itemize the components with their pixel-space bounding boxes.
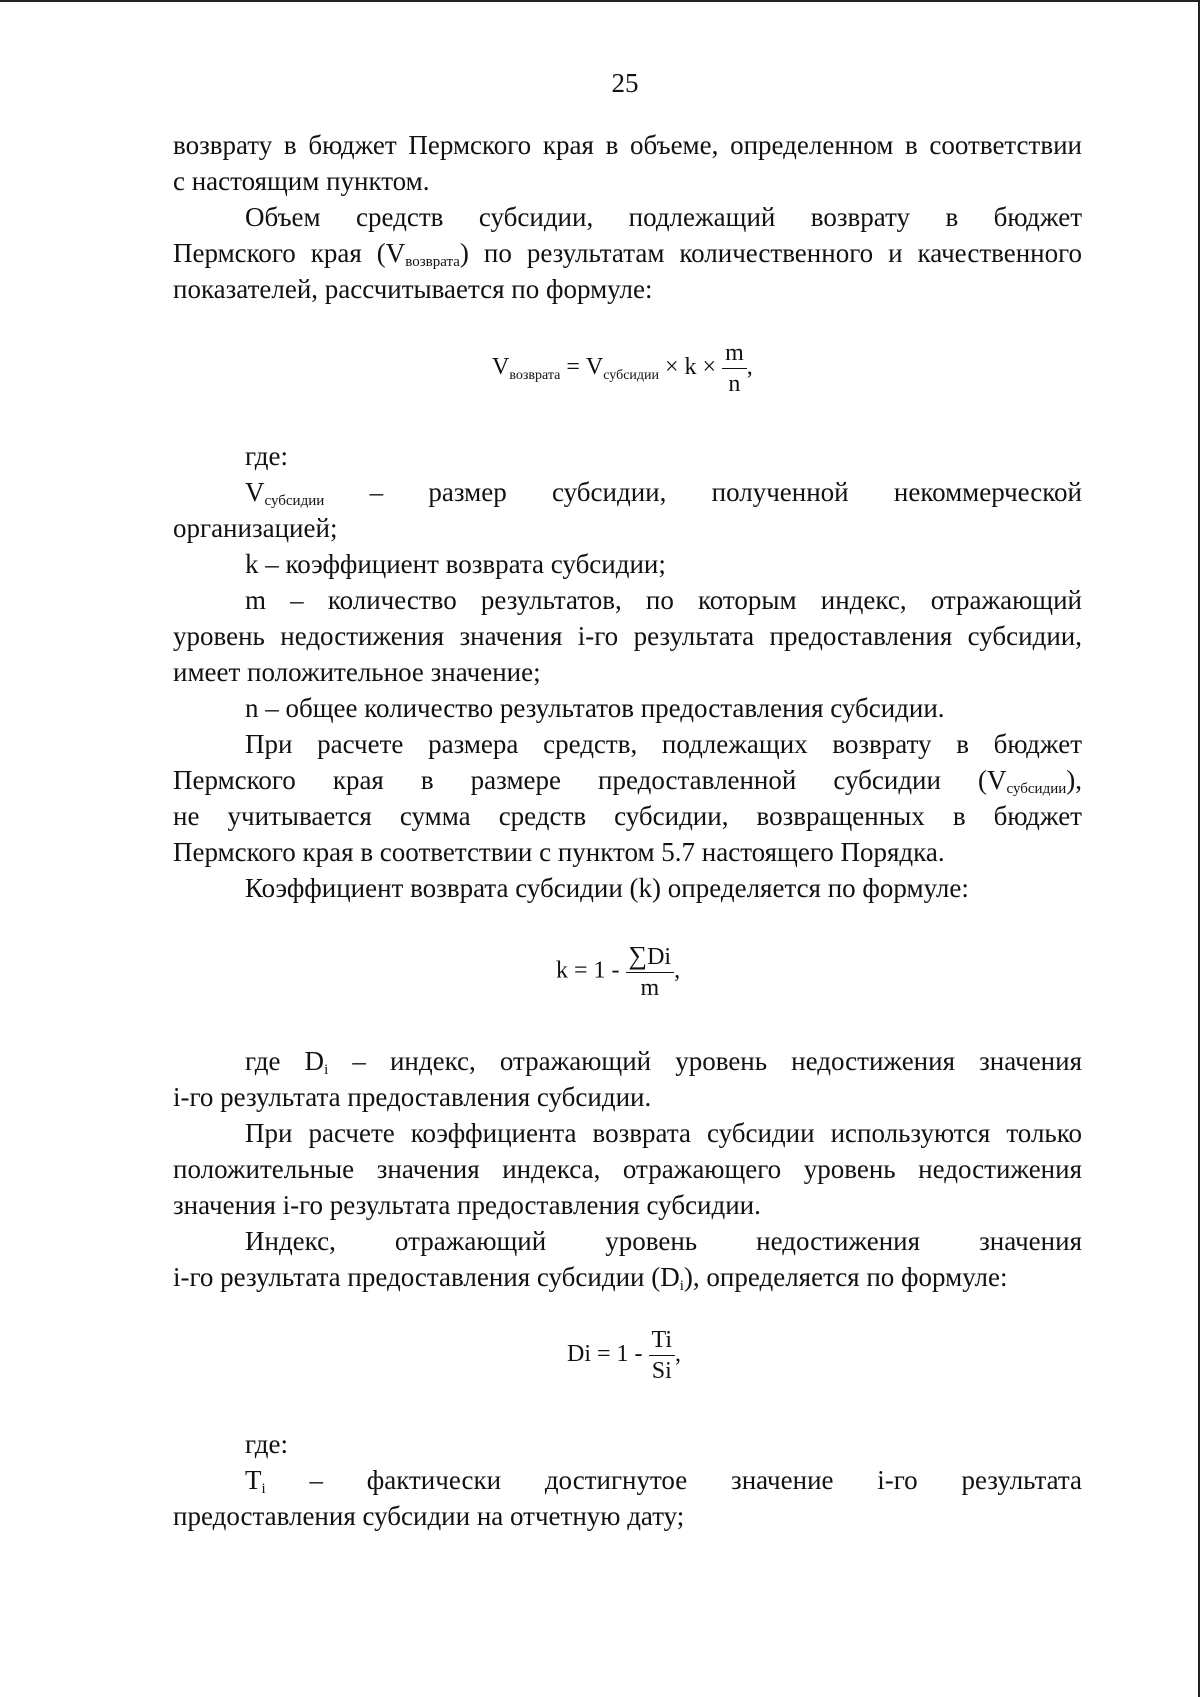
page-top-border bbox=[0, 0, 1200, 2]
f1-lhs-sub: возврата bbox=[509, 368, 561, 384]
f1-fraction bbox=[722, 338, 747, 399]
p6-line2: положительные значения индекса, отражающего уровень недостижения bbox=[173, 1154, 1082, 1184]
p6-line1: При расчете коэффициента возврата субсидии используются только bbox=[245, 1118, 1082, 1148]
m-line2: уровень недостижения значения i-го результата предоставления субсидии, bbox=[173, 621, 1082, 651]
vsub-v: V bbox=[245, 477, 265, 507]
f1-eq: = V bbox=[560, 354, 604, 381]
formula-di bbox=[567, 1325, 681, 1386]
p3-line4: Пермского края в соответствии с пунктом 5.7 настоящего Порядка. bbox=[173, 837, 945, 867]
f1-rhs-sub: субсидии bbox=[603, 368, 660, 384]
p5-line1-a: где D bbox=[245, 1046, 325, 1076]
p2-line2 bbox=[173, 235, 1082, 271]
f3-lhs: Di = 1 - bbox=[567, 1341, 649, 1368]
p3-line1: При расчете размера средств, подлежащих возврату в бюджет bbox=[245, 729, 1082, 759]
gde-1: где: bbox=[245, 441, 288, 471]
f3-denominator: Si bbox=[651, 1358, 672, 1384]
p3-line2-b: ), bbox=[1066, 765, 1082, 795]
f2-numerator bbox=[626, 941, 675, 973]
f3-tail: , bbox=[675, 1341, 682, 1368]
p3-line2-a: Пермского края в размере предоставленной субсидии (V bbox=[173, 765, 1007, 795]
p1-line1: возврату в бюджет Пермского края в объеме, определенном в соответствии bbox=[173, 130, 1082, 160]
p5-line1 bbox=[173, 1043, 1082, 1079]
t-line1-a: T bbox=[245, 1465, 262, 1495]
m-line3: имеет положительное значение; bbox=[173, 657, 541, 687]
p7-line2-b: ), определяется по формуле: bbox=[683, 1262, 1008, 1292]
f2-lhs: k = 1 - bbox=[556, 957, 626, 984]
p2-line2-b: ) по результатам количественного и качественного bbox=[459, 238, 1082, 268]
k-definition: k – коэффициент возврата субсидии; bbox=[245, 549, 666, 579]
p3-line3: не учитывается сумма средств субсидии, возвращенных в бюджет bbox=[173, 801, 1082, 831]
p7-line1: Индекс, отражающий уровень недостижения значения bbox=[245, 1226, 1082, 1256]
text-block-intro bbox=[173, 127, 1082, 307]
gde-2: где: bbox=[245, 1429, 288, 1459]
p1-line2: с настоящим пунктом. bbox=[173, 166, 430, 196]
f1-tail: , bbox=[746, 354, 753, 381]
f3-numerator: Ti bbox=[649, 1325, 675, 1356]
vsub-line2: организацией; bbox=[173, 513, 338, 543]
t-line1-b: – фактически достигнутое значение i-го результата bbox=[265, 1465, 1082, 1495]
vsub-line1 bbox=[173, 474, 1082, 510]
page-number: 25 bbox=[611, 68, 639, 98]
p7-line2-a: i-го результата предоставления субсидии (D bbox=[173, 1262, 680, 1292]
text-block-index bbox=[173, 1043, 1082, 1295]
f1-numerator: m bbox=[722, 338, 747, 369]
t-line2: предоставления субсидии на отчетную дату; bbox=[173, 1501, 685, 1531]
p4-line: Коэффициент возврата субсидии (k) определяется по формуле: bbox=[245, 873, 969, 903]
f1-mult: × k × bbox=[659, 354, 723, 381]
text-block-definitions bbox=[173, 438, 1082, 906]
p5-line2: i-го результата предоставления субсидии. bbox=[173, 1082, 652, 1112]
f1-lhs: V bbox=[492, 354, 510, 381]
sum-symbol: ∑ bbox=[628, 941, 648, 970]
f3-fraction bbox=[649, 1325, 675, 1386]
t-line1 bbox=[173, 1462, 1082, 1498]
n-definition: n – общее количество результатов предоставления субсидии. bbox=[245, 693, 945, 723]
p6-line3: значения i-го результата предоставления субсидии. bbox=[173, 1190, 761, 1220]
p7-line2 bbox=[173, 1259, 1082, 1295]
vsub-text: – размер субсидии, полученной некоммерческой bbox=[324, 477, 1082, 507]
text-block-final bbox=[173, 1426, 1082, 1534]
t-line1-sub: i bbox=[261, 1481, 266, 1497]
f2-tail: , bbox=[674, 957, 681, 984]
formula-v-vozvrata bbox=[492, 338, 753, 399]
f1-denominator: n bbox=[728, 371, 741, 397]
f2-denominator: m bbox=[640, 975, 660, 1001]
p2-line2-sub: возврата bbox=[405, 254, 460, 270]
p3-line2-sub: субсидии bbox=[1006, 781, 1067, 797]
p2-line1: Объем средств субсидии, подлежащий возврату в бюджет bbox=[245, 202, 1082, 232]
p2-line2-a: Пермского края (V bbox=[173, 238, 406, 268]
p5-line1-b: – индекс, отражающий уровень недостижения значения bbox=[328, 1046, 1082, 1076]
p3-line2 bbox=[173, 762, 1082, 798]
p2-line3: показателей, рассчитывается по формуле: bbox=[173, 274, 653, 304]
p5-line1-sub: i bbox=[324, 1062, 329, 1078]
f2-fraction bbox=[626, 941, 675, 1003]
p7-line2-sub: i bbox=[679, 1278, 684, 1294]
vsub-sub: субсидии bbox=[264, 493, 325, 509]
m-line1: m – количество результатов, по которым индекс, отражающий bbox=[245, 585, 1082, 615]
f2-numerator-text: Di bbox=[647, 944, 672, 970]
formula-k bbox=[556, 941, 680, 1003]
